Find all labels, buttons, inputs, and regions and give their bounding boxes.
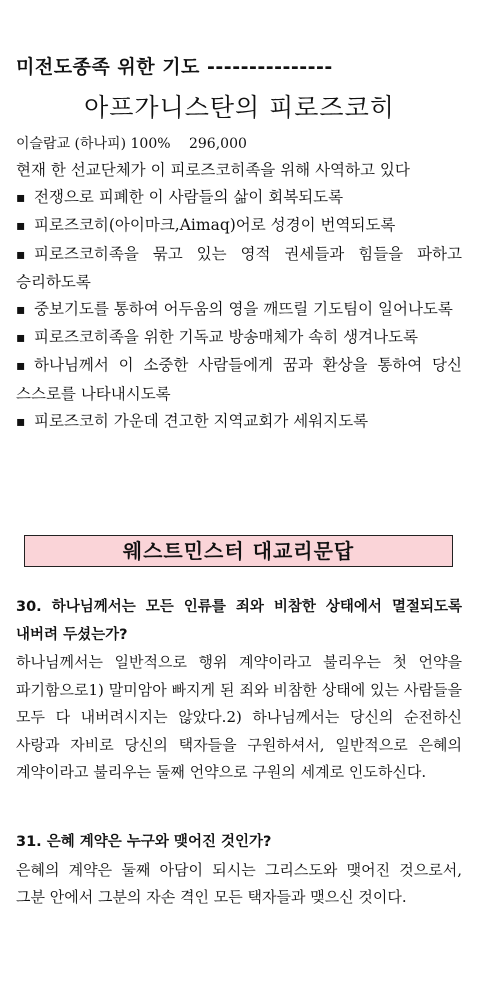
prayer-item-text: 전쟁으로 피폐한 이 사람들의 삶이 회복되도록 bbox=[34, 188, 344, 207]
prayer-item-text: 피로즈코히(아이마크,Aimaq)어로 성경이 번역되도록 bbox=[34, 216, 396, 235]
question-30: 30. 하나님께서는 모든 인류를 죄와 비참한 상태에서 멸절되도록 내버려 두셨는가? bbox=[16, 599, 462, 643]
answer-31: 은혜의 계약은 둘째 아담이 되시는 그리스도와 맺어진 것으로서, 그분 안에서 그분의 자손 격인 모든 택자들과 맺으신 것이다. bbox=[16, 860, 462, 906]
prayer-item-text: 피로즈코히 가운데 견고한 지역교회가 세워지도록 bbox=[34, 411, 369, 430]
prayer-item bbox=[16, 408, 462, 436]
population-text: 296,000 bbox=[188, 136, 247, 152]
prayer-item-text: 하나님께서 이 소중한 사람들에게 꿈과 환상을 통하여 당신 스스로를 나타내시도록 bbox=[16, 356, 462, 403]
prayer-item-text: 피로즈코히족을 위한 기독교 방송매체가 속히 생겨나도록 bbox=[34, 328, 418, 347]
question-31: 31. 은혜 계약은 누구와 맺어진 것인가? bbox=[16, 834, 272, 850]
qa-block-31 bbox=[16, 829, 462, 912]
prayer-item bbox=[16, 212, 462, 240]
prayer-item bbox=[16, 352, 462, 407]
prayer-intro: 현재 한 선교단체가 이 피로즈코히족을 위해 사역하고 있다 bbox=[16, 161, 410, 179]
people-group-title: 아프가니스탄의 피로즈코히 bbox=[84, 93, 395, 122]
prayer-item bbox=[16, 324, 462, 352]
prayer-item bbox=[16, 296, 462, 324]
prayer-item bbox=[16, 184, 462, 212]
prayer-item-text: 중보기도를 통하여 어두움의 영을 깨뜨릴 기도팀이 일어나도록 bbox=[34, 300, 453, 319]
prayer-list bbox=[16, 157, 462, 436]
religion-text: 이슬람교 (하나피) bbox=[16, 136, 127, 152]
prayer-item bbox=[16, 241, 462, 296]
qa-block-30 bbox=[16, 594, 462, 787]
section-heading: 미전도종족 위한 기도 --------------- bbox=[16, 56, 333, 78]
catechism-banner: 웨스트민스터 대교리문답 bbox=[24, 535, 453, 567]
answer-30: 하나님께서는 일반적으로 행위 계약이라고 불리우는 첫 언약을 파기함으로1) 말미암아 빠지게 된 죄와 비참한 상태에 있는 사람들을 모두 다 내버려시지는 않았다.2) 하나님께서는 당신의 순전하신 사랑과 자비로 당신의 택자들을 구원하셔서, 일반적으로 은혜의 계약이라고 불리우는 둘째 언약으로 구원의 세계로 인도하신다. bbox=[16, 653, 462, 781]
prayer-item-text: 피로즈코히족을 묶고 있는 영적 권세들과 힘들을 파하고 승리하도록 bbox=[16, 244, 462, 291]
percent-text: 100% bbox=[130, 136, 171, 152]
people-group-stats bbox=[16, 133, 247, 153]
